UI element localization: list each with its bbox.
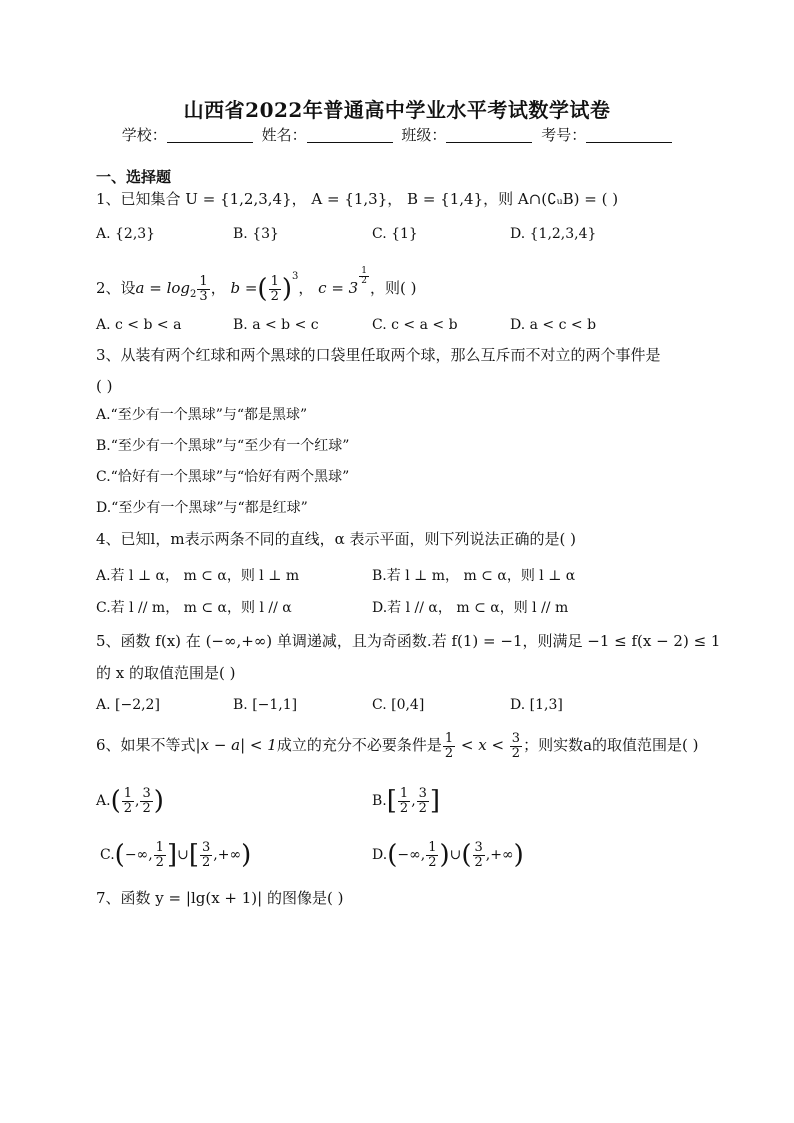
q6-prefix: 6、如果不等式 [96,736,196,754]
question-1-stem: 1、已知集合 U = {1,2,3,4}， A = {1,3}， B = {1,4}，则 A∩(∁ᵤB) = ( ) [96,190,619,208]
question-7-stem: 7、函数 y = |lg(x + 1)| 的图像是( ) [96,889,344,907]
exam-no-blank[interactable] [586,126,672,143]
page-title: 山西省2022年普通高中学业水平考试数学试卷 [183,98,611,122]
name-blank[interactable] [307,126,393,143]
q2-option-c[interactable]: C. c < a < b [372,317,458,333]
q2-suffix: ，则( ) [369,279,417,297]
q5-option-a[interactable]: A. [−2,2] [96,697,160,713]
q3-option-a[interactable]: A.“至少有一个黑球”与“都是黑球” [96,407,308,423]
q5-option-d[interactable]: D. [1,3] [510,697,563,713]
question-4-stem: 4、已知l，m表示两条不同的直线，α 表示平面，则下列说法正确的是( ) [96,530,576,548]
question-5-stem-line2: 的 x 的取值范围是( ) [96,664,236,682]
q1-option-d[interactable]: D. {1,2,3,4} [510,226,597,242]
school-blank[interactable] [167,126,253,143]
q4-option-a[interactable]: A.若 l ⊥ α， m ⊂ α，则 l ⊥ m [96,568,300,584]
q6-suffix: ；则实数a的取值范围是( ) [523,736,699,754]
question-6-stem: 6、如果不等式|x − a| < 1成立的充分不必要条件是 $\frac{1}{2}$ < x < $\frac{3}{2}$ ；则实数a的取值范围是( ) [96,730,699,761]
section-heading: 一、选择题 [96,168,172,186]
q1-option-b[interactable]: B. {3} [233,226,279,242]
question-2-stem: 2、设$a = \log_2$ $\frac{1}{3}$ ， b =( $\frac{1}{2}$ )$^3$， c = 3 $^{\frac{1}{2}}$ ，则( ) [96,266,417,304]
school-label: 学校： [121,126,167,144]
q6-option-c[interactable]: C.(−∞, $\frac{1}{2}$ ]∪[ $\frac{3}{2}$ ,+∞) [100,839,252,870]
q2-a-expr: a = log [135,279,191,297]
q2-option-a[interactable]: A. c < b < a [96,317,182,333]
q5-option-c[interactable]: C. [0,4] [372,697,425,713]
q3-option-b[interactable]: B.“至少有一个黑球”与“至少有一个红球” [96,438,350,454]
q6-inequality: |x − a| < 1 [195,736,277,754]
q6-option-b[interactable]: B.[ $\frac{1}{2}$ , $\frac{3}{2}$ ] [372,785,441,816]
question-3-stem-line2: ( ) [96,377,113,395]
class-label: 班级： [401,126,447,144]
q2-prefix: 2、设 [96,279,136,297]
q2-c-expr: c = 3 [318,279,359,297]
q2-option-b[interactable]: B. a < b < c [233,317,319,333]
q5-option-b[interactable]: B. [−1,1] [233,697,298,713]
q2-b-expr: b = [230,279,258,297]
q4-option-c[interactable]: C.若 l // m， m ⊂ α，则 l // α [96,600,292,616]
class-blank[interactable] [446,126,532,143]
q6-option-d[interactable]: D.(−∞, $\frac{1}{2}$ )∪( $\frac{3}{2}$ ,+∞) [372,839,524,870]
q1-option-c[interactable]: C. {1} [372,226,418,242]
student-info-row [0,124,794,145]
question-5-stem-line1: 5、函数 f(x) 在 (−∞,+∞) 单调递减，且为奇函数.若 f(1) = −1，则满足 −1 ≤ f(x − 2) ≤ 1 [96,632,721,650]
q6-mid: 成立的充分不必要条件是 [276,736,442,754]
q4-option-b[interactable]: B.若 l ⊥ m， m ⊂ α，则 l ⊥ α [372,568,576,584]
q3-option-d[interactable]: D.“至少有一个黑球”与“都是红球” [96,500,308,516]
q6-option-a[interactable]: A.( $\frac{1}{2}$ , $\frac{3}{2}$ ) [96,785,164,816]
exam-no-label: 考号： [541,126,587,144]
q2-option-d[interactable]: D. a < c < b [510,317,597,333]
q3-option-c[interactable]: C.“恰好有一个黑球”与“恰好有两个黑球” [96,469,350,485]
question-3-stem-line1: 3、从装有两个红球和两个黑球的口袋里任取两个球，那么互斥而不对立的两个事件是 [96,346,661,364]
q4-option-d[interactable]: D.若 l // α， m ⊂ α，则 l // m [372,600,569,616]
name-label: 姓名： [261,126,307,144]
q1-option-a[interactable]: A. {2,3} [96,226,156,242]
